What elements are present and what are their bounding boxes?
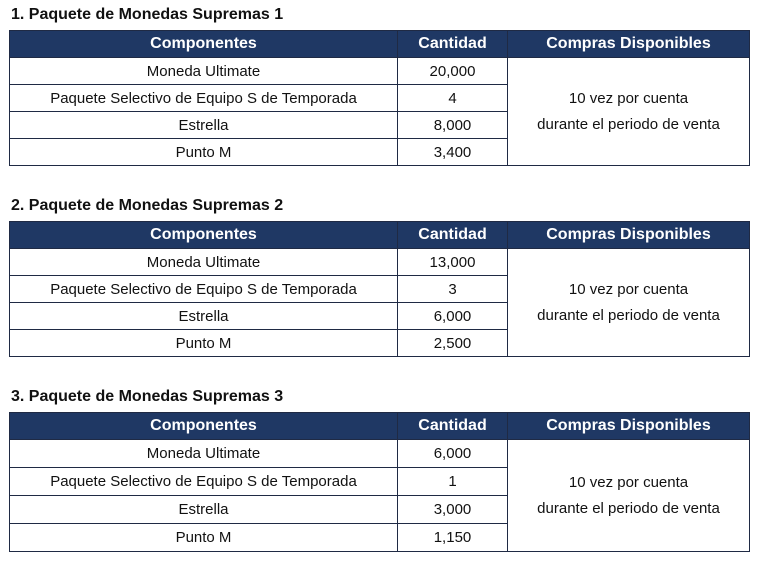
table-header-row (10, 31, 750, 58)
pack-table (9, 30, 750, 166)
component-cell: Punto M (10, 139, 398, 166)
quantity-cell: 3 (398, 276, 508, 303)
pack-table (9, 221, 750, 357)
quantity-cell: 3,000 (398, 496, 508, 524)
quantity-cell: 1 (398, 468, 508, 496)
purchases-line-2: durante el periodo de venta (537, 499, 720, 517)
pack-title: 3. Paquete de Monedas Supremas 3 (11, 388, 284, 405)
purchases-line-1: 10 vez por cuenta (568, 280, 689, 298)
purchases-line-1: 10 vez por cuenta (568, 473, 689, 491)
header-purchases: Compras Disponibles (508, 31, 750, 58)
purchases-cell (508, 440, 750, 552)
table-header-row (10, 413, 750, 440)
component-cell: Moneda Ultimate (10, 249, 398, 276)
purchases-cell (508, 58, 750, 166)
quantity-cell: 20,000 (398, 58, 508, 85)
quantity-cell: 8,000 (398, 112, 508, 139)
quantity-cell: 2,500 (398, 330, 508, 357)
component-cell: Paquete Selectivo de Equipo S de Temporada (10, 468, 398, 496)
component-cell: Punto M (10, 330, 398, 357)
quantity-cell: 6,000 (398, 303, 508, 330)
purchases-line-2: durante el periodo de venta (537, 306, 720, 324)
purchases-cell (508, 249, 750, 357)
pack-title: 1. Paquete de Monedas Supremas 1 (11, 6, 284, 23)
header-components: Componentes (10, 413, 398, 440)
component-cell: Paquete Selectivo de Equipo S de Temporada (10, 85, 398, 112)
pack-title: 2. Paquete de Monedas Supremas 2 (11, 197, 284, 214)
purchases-line-2: durante el periodo de venta (537, 115, 720, 133)
pack-section-1 (9, 5, 749, 166)
component-cell: Moneda Ultimate (10, 440, 398, 468)
pack-section-2 (9, 196, 749, 357)
header-components: Componentes (10, 222, 398, 249)
quantity-cell: 4 (398, 85, 508, 112)
component-cell: Estrella (10, 303, 398, 330)
table-row (10, 58, 750, 85)
quantity-cell: 13,000 (398, 249, 508, 276)
quantity-cell: 1,150 (398, 524, 508, 552)
quantity-cell: 3,400 (398, 139, 508, 166)
header-purchases: Compras Disponibles (508, 413, 750, 440)
quantity-cell: 6,000 (398, 440, 508, 468)
header-quantity: Cantidad (398, 31, 508, 58)
header-quantity: Cantidad (398, 413, 508, 440)
component-cell: Paquete Selectivo de Equipo S de Temporada (10, 276, 398, 303)
component-cell: Moneda Ultimate (10, 58, 398, 85)
header-components: Componentes (10, 31, 398, 58)
header-quantity: Cantidad (398, 222, 508, 249)
pack-table (9, 412, 750, 552)
table-row (10, 249, 750, 276)
component-cell: Estrella (10, 112, 398, 139)
pack-section-3 (9, 387, 749, 552)
table-row (10, 440, 750, 468)
header-purchases: Compras Disponibles (508, 222, 750, 249)
table-header-row (10, 222, 750, 249)
component-cell: Punto M (10, 524, 398, 552)
purchases-line-1: 10 vez por cuenta (568, 89, 689, 107)
component-cell: Estrella (10, 496, 398, 524)
